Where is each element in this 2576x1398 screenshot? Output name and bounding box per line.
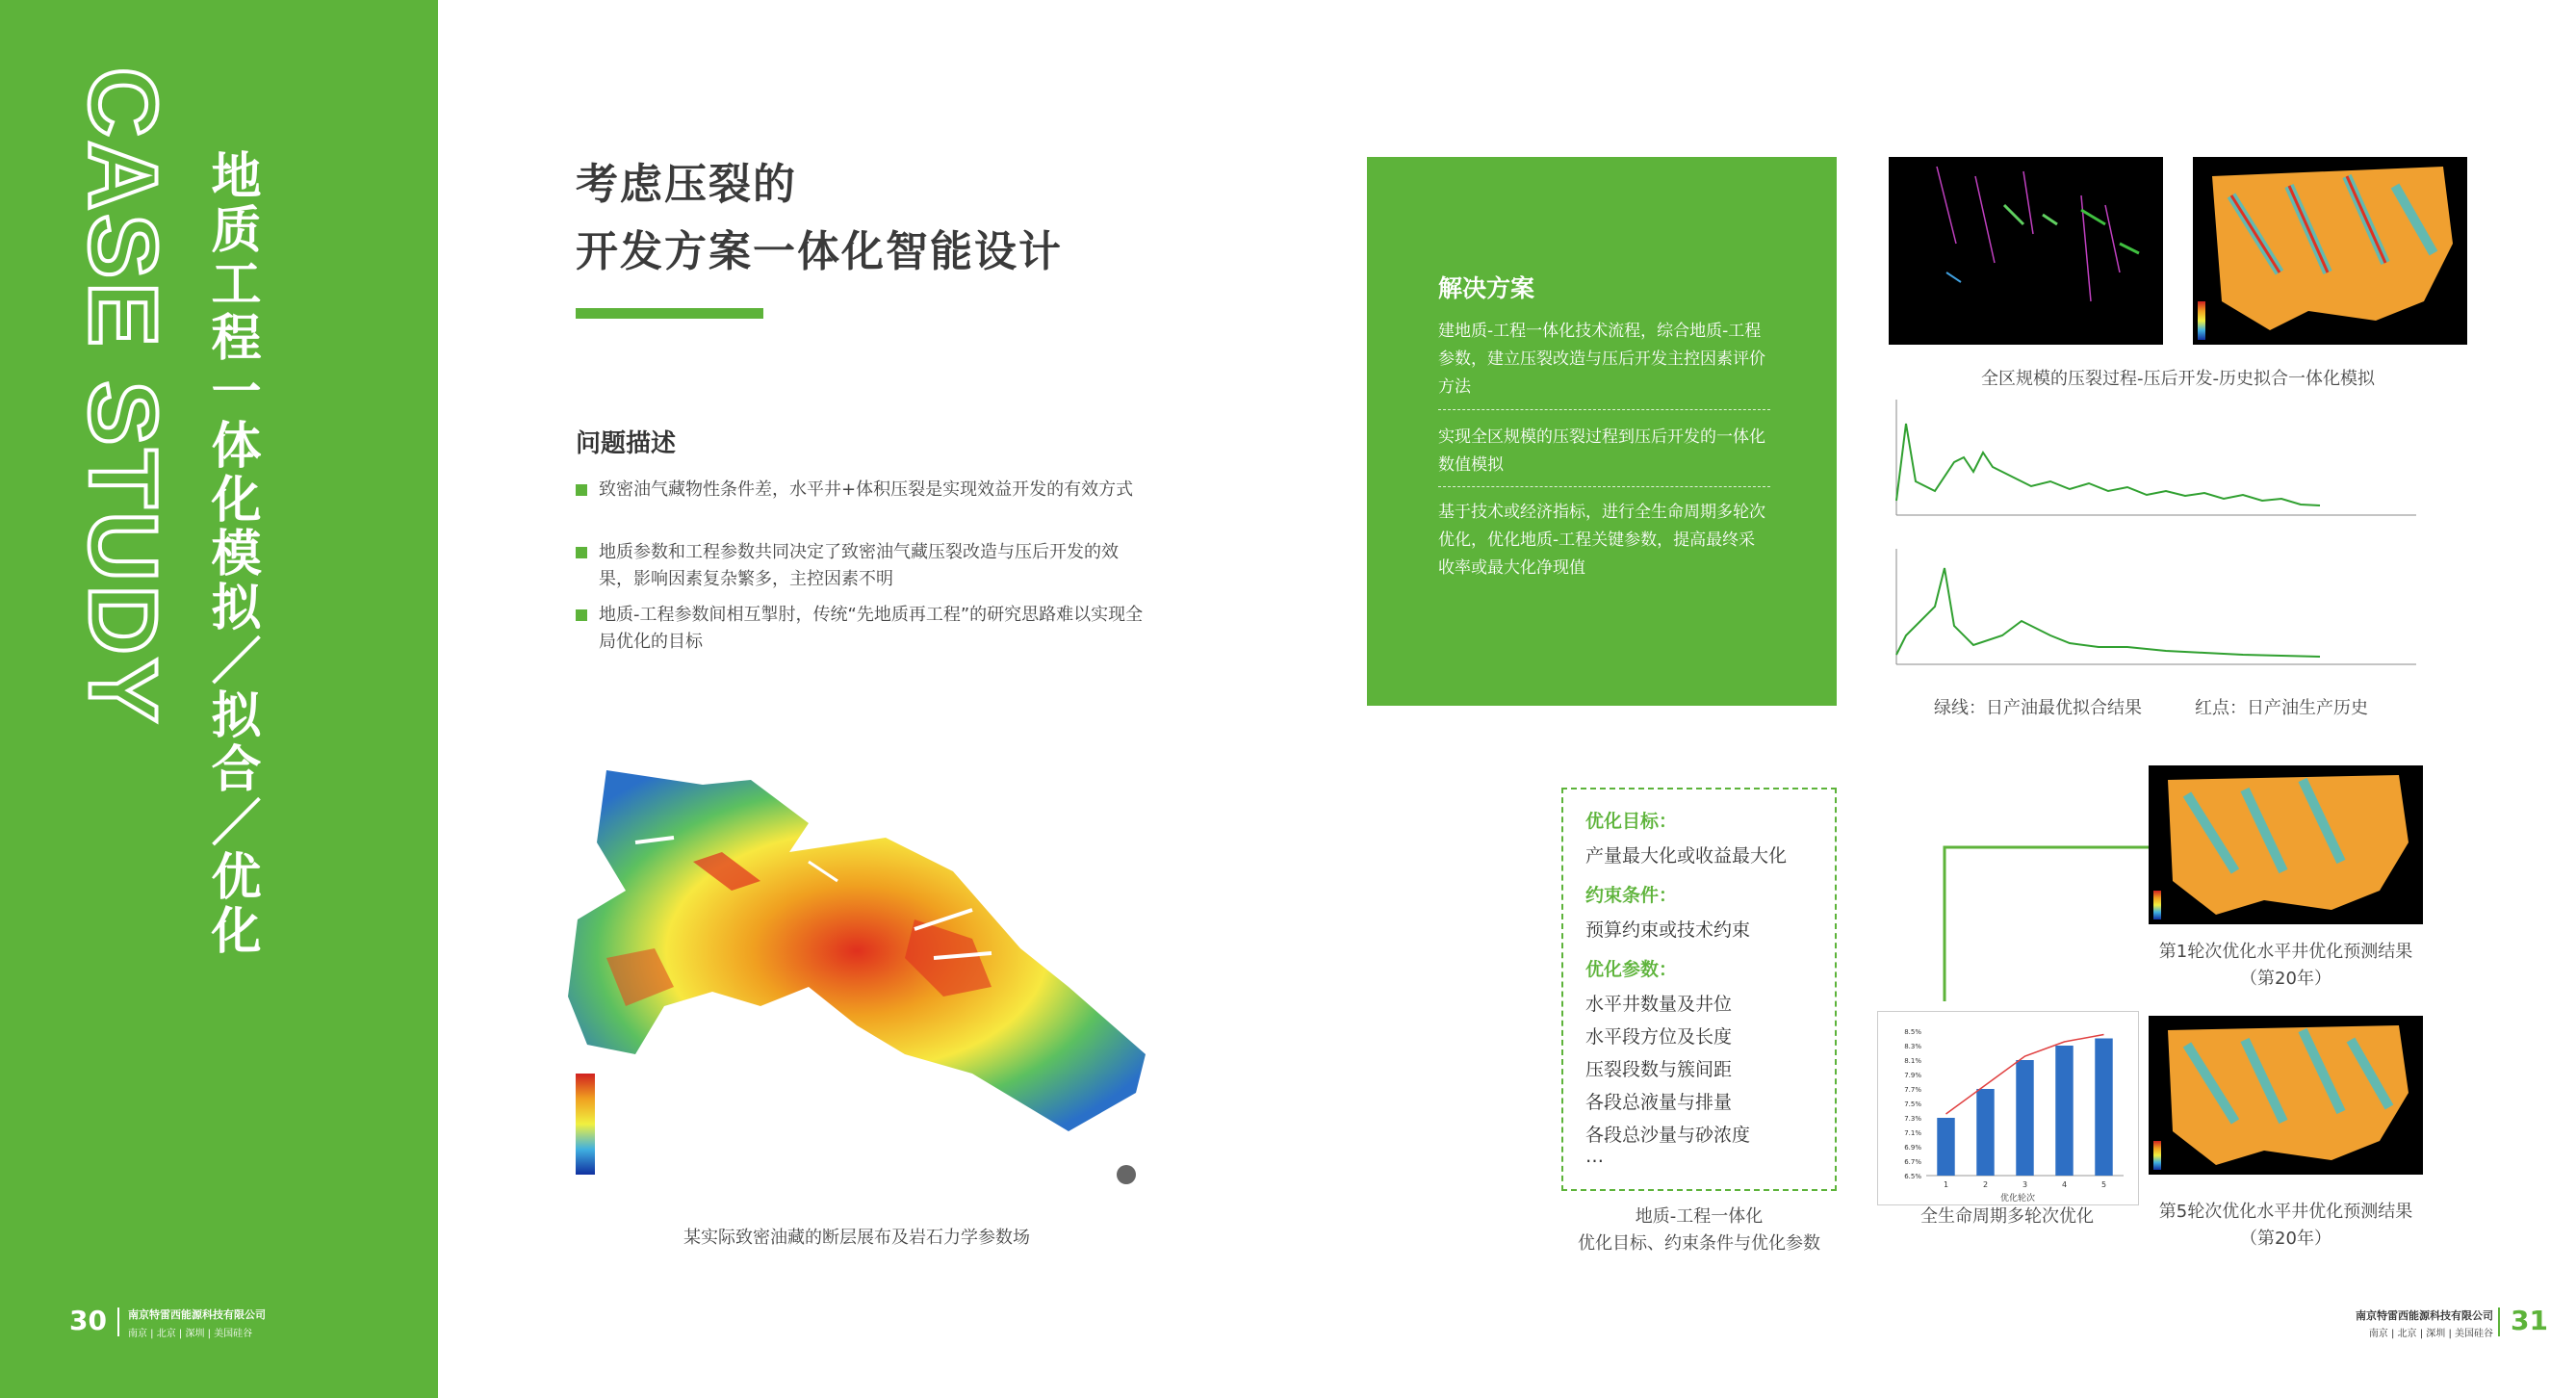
page-title-line1: 考虑压裂的: [576, 160, 797, 209]
page-number-right: 31: [2511, 1305, 2548, 1336]
footer-divider-left: [117, 1307, 119, 1336]
case-study-text: CASE STUDY: [68, 67, 177, 727]
round5-result-image: [2149, 1016, 2423, 1175]
chart-x-tick: 3: [2022, 1180, 2028, 1189]
optimization-caption-line2: 优化目标、约束条件与优化参数: [1578, 1233, 1820, 1254]
chart-y-tick: 7.7%: [1904, 1086, 1921, 1094]
chart-y-tick: 7.1%: [1904, 1129, 1921, 1137]
chart-y-tick: 7.5%: [1904, 1100, 1921, 1108]
goal-heading: 优化目标：: [1585, 811, 1678, 832]
param-item: 水平井数量及井位: [1585, 994, 1733, 1015]
solution-divider: [1438, 486, 1770, 487]
goal-text: 产量最大化或收益最大化: [1585, 845, 1788, 867]
chart-x-tick: 2: [1982, 1180, 1989, 1189]
problem-item: 地质参数和工程参数共同决定了致密油气藏压裂改造与压后开发的效果，影响因素复杂繁多，主控因素不明: [576, 539, 1153, 597]
param-item: 压裂段数与簇间距: [1585, 1059, 1733, 1080]
chart-bar: [1937, 1118, 1954, 1176]
round1-caption-line2: （第20年）: [2240, 969, 2331, 989]
param-item: 各段总沙量与砂浓度: [1585, 1125, 1751, 1146]
bullet-square-icon: [576, 484, 587, 496]
solution-item: 建地质-工程一体化技术流程，综合地质-工程参数，建立压裂改造与压后开发主控因素评价方法: [1438, 322, 1765, 397]
chart-y-tick: 8.3%: [1904, 1043, 1921, 1050]
chart-y-tick: 7.9%: [1904, 1072, 1921, 1079]
params-heading: 优化参数：: [1585, 959, 1678, 980]
page-title-line2: 开发方案一体化智能设计: [576, 227, 1063, 276]
round5-caption-line2: （第20年）: [2240, 1229, 2331, 1249]
well-trajectory-image: [1889, 157, 2163, 345]
page-number-left: 30: [69, 1305, 107, 1336]
chart-bars: [1937, 1039, 2112, 1177]
lifecycle-caption: 全生命周期多轮次优化: [1920, 1206, 2094, 1227]
red-dot-legend: 红点：日产油生产历史: [2195, 698, 2368, 718]
green-line-legend: 绿线：日产油最优拟合结果: [1934, 698, 2142, 718]
chart-x-tick: 4: [2061, 1180, 2068, 1189]
chart-x-tick: 1: [1943, 1180, 1949, 1189]
pressure-field-image-top: [2193, 157, 2467, 345]
bullet-square-icon: [576, 547, 587, 558]
footer-divider-right: [2498, 1307, 2500, 1336]
chart-y-tick: 6.5%: [1904, 1173, 1921, 1180]
chart-x-label: 优化轮次: [1999, 1194, 2036, 1204]
chart-x-axis: [1944, 1180, 2106, 1189]
chart-y-tick: 6.9%: [1904, 1144, 1921, 1152]
round1-caption: [2149, 939, 2423, 993]
optimization-caption: [1550, 1204, 1848, 1257]
problem-title: 问题描述: [576, 429, 677, 458]
company-name-left: 南京特雷西能源科技有限公司: [128, 1308, 266, 1321]
case-study-title: [67, 67, 177, 761]
bullet-square-icon: [576, 609, 587, 621]
param-item: 各段总液量与排量: [1585, 1092, 1733, 1113]
param-item: 水平段方位及长度: [1585, 1026, 1733, 1048]
production-chart-2: [1896, 549, 2416, 664]
solution-item: 实现全区规模的压裂过程到压后开发的一体化数值模拟: [1438, 427, 1765, 475]
constraint-text: 预算约束或技术约束: [1585, 919, 1751, 941]
chart-y-tick: 6.7%: [1904, 1158, 1921, 1166]
round1-caption-line1: 第1轮次优化水平井优化预测结果: [2158, 942, 2413, 962]
constraint-heading: 约束条件：: [1585, 885, 1678, 906]
vertical-title: 地质工程一体化模拟／拟合／优化: [202, 149, 260, 958]
problem-item: 致密油气藏物性条件差，水平井+体积压裂是实现效益开发的有效方式: [576, 477, 1153, 534]
production-history-charts: [1877, 395, 2474, 674]
optimization-caption-line1: 地质-工程一体化: [1635, 1206, 1764, 1227]
round1-result-image: [2149, 765, 2423, 924]
company-name-right: 南京特雷西能源科技有限公司: [2356, 1309, 2493, 1322]
simulation-caption: 全区规模的压裂过程-压后开发-历史拟合一体化模拟: [1981, 369, 2375, 389]
chart-bar: [1976, 1089, 1994, 1176]
problem-item: 地质-工程参数间相互掣肘，传统“先地质再工程”的研究思路难以实现全局优化的目标: [576, 602, 1153, 660]
map-caption: 某实际致密油藏的断层展布及岩石力学参数场: [683, 1228, 1030, 1248]
solution-divider: [1438, 409, 1770, 410]
lifecycle-bar-chart: [1877, 1011, 2139, 1205]
production-chart-1: [1896, 400, 2416, 515]
param-item: …: [1585, 1146, 1604, 1167]
chart-bar: [2016, 1060, 2033, 1176]
chart-bar: [2095, 1039, 2112, 1177]
chart-x-tick: 5: [2100, 1180, 2107, 1189]
chart-y-tick: 7.3%: [1904, 1115, 1921, 1123]
company-offices-left: 南京 | 北京 | 深圳 | 美国硅谷: [128, 1329, 253, 1339]
title-underline: [576, 308, 763, 319]
round5-caption-line1: 第5轮次优化水平井优化预测结果: [2158, 1202, 2413, 1222]
solution-item: 基于技术或经济指标，进行全生命周期多轮次优化，优化地质-工程关键参数，提高最终采收率或最大化净现值: [1438, 503, 1765, 578]
chart-y-tick: 8.5%: [1904, 1028, 1921, 1036]
round5-caption: [2149, 1199, 2423, 1253]
chart-y-tick: 8.1%: [1904, 1057, 1921, 1065]
company-offices-right: 南京 | 北京 | 深圳 | 美国硅谷: [2368, 1329, 2493, 1339]
reservoir-map-image: [568, 765, 1146, 1194]
solution-title: 解决方案: [1438, 274, 1535, 302]
chart-bar: [2055, 1046, 2073, 1176]
